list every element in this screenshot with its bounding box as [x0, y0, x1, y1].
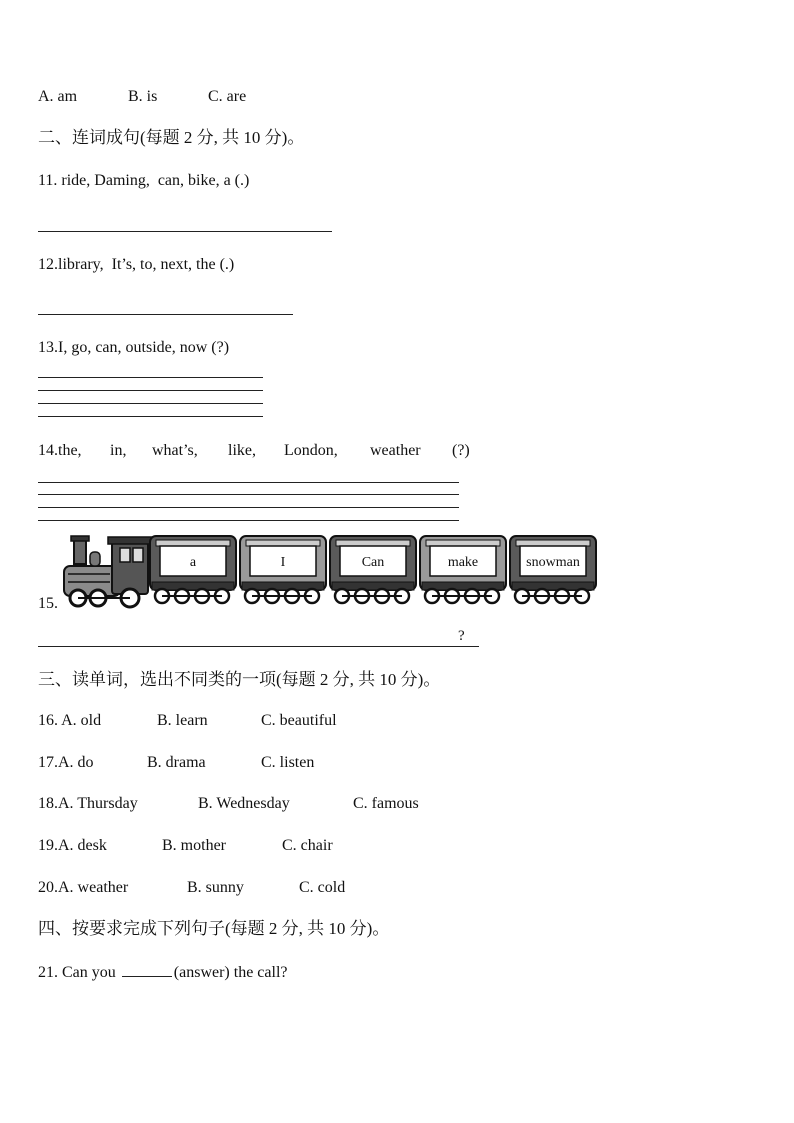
question-13: 13.I, go, can, outside, now (?) [38, 339, 230, 356]
q16-option-b: B. learn [157, 712, 208, 729]
q17-option-b: B. drama [147, 754, 206, 771]
q14-word-4: like, [228, 442, 256, 459]
train-word-4: make [447, 555, 479, 570]
q20-option-a: 20.A. weather [38, 879, 129, 896]
train-car-5 [510, 536, 596, 603]
q17-option-c: C. listen [261, 754, 315, 771]
answer-line-13c[interactable] [38, 403, 263, 404]
answer-line-15[interactable] [38, 646, 479, 647]
train-car-4 [420, 536, 506, 603]
q14-word-6: weather [370, 442, 421, 459]
section4-heading: 四、按要求完成下列句子(每题 2 分, 共 10 分)。 [38, 919, 390, 938]
q14-word-2: in, [110, 442, 127, 459]
q21-text-before: 21. Can you [38, 964, 120, 981]
train-car-2 [240, 536, 326, 603]
train-word-1: a [189, 555, 197, 570]
q21-text-after: (answer) the call? [173, 964, 288, 981]
train-word-2: I [280, 555, 286, 570]
question-15-mark: ? [458, 628, 465, 644]
section3-heading: 三、读单词，选出不同类的一项(每题 2 分, 共 10 分)。 [38, 670, 441, 689]
train-word-5: snowman [526, 555, 580, 570]
question-12: 12.library, It’s, to, next, the (.) [38, 256, 235, 273]
answer-line-13b[interactable] [38, 390, 263, 391]
answer-line-14d[interactable] [38, 520, 459, 521]
section2-heading: 二、连词成句(每题 2 分, 共 10 分)。 [38, 128, 305, 147]
answer-line-13a[interactable] [38, 377, 263, 378]
answer-line-14c[interactable] [38, 507, 459, 508]
question-11: 11. ride, Daming, can, bike, a (.) [38, 172, 250, 189]
q19-option-c: C. chair [282, 837, 333, 854]
q14-word-5: London, [284, 442, 338, 459]
answer-line-14a[interactable] [38, 482, 459, 483]
answer-line-13d[interactable] [38, 416, 263, 417]
q10-option-b: B. is [128, 88, 158, 105]
q16-option-a: 16. A. old [38, 712, 102, 729]
locomotive-icon [64, 536, 152, 607]
question-15-number: 15. [38, 595, 58, 612]
q16-option-c: C. beautiful [261, 712, 337, 729]
q21-blank[interactable] [122, 962, 172, 977]
answer-line-11[interactable] [38, 231, 332, 232]
q19-option-a: 19.A. desk [38, 837, 107, 854]
answer-line-14b[interactable] [38, 494, 459, 495]
train-car-3 [330, 536, 416, 603]
q14-word-7: (?) [452, 442, 470, 459]
answer-line-12[interactable] [38, 314, 293, 315]
q18-option-b: B. Wednesday [198, 795, 290, 812]
q10-option-c: C. are [208, 88, 247, 105]
q10-option-a: A. am [38, 88, 78, 105]
q14-word-3: what’s, [152, 442, 198, 459]
q19-option-b: B. mother [162, 837, 226, 854]
train-car-1 [150, 536, 236, 603]
q20-option-c: C. cold [299, 879, 346, 896]
q17-option-a: 17.A. do [38, 754, 94, 771]
q18-option-c: C. famous [353, 795, 419, 812]
q20-option-b: B. sunny [187, 879, 244, 896]
train-illustration [62, 532, 602, 612]
q14-word-1: 14.the, [38, 442, 82, 459]
q18-option-a: 18.A. Thursday [38, 795, 138, 812]
question-21 [38, 962, 288, 983]
train-word-3: Can [361, 555, 385, 570]
